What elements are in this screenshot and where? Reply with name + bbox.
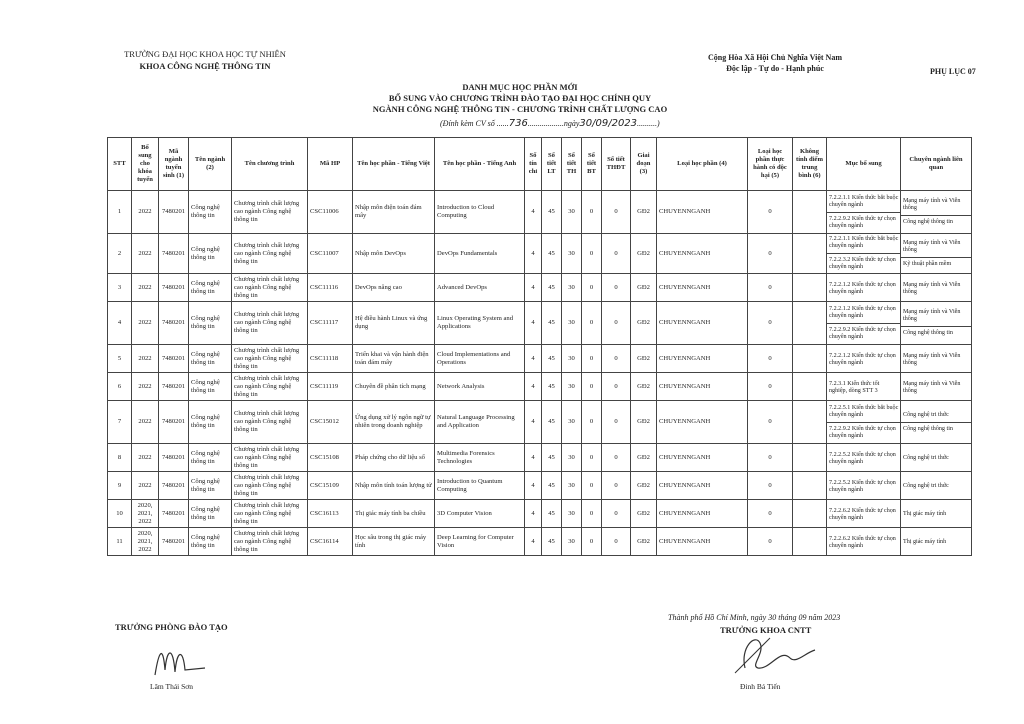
cell-chuyen-nganh bbox=[901, 500, 972, 528]
cell-ten-vn: Nhập môn tính toán lượng tử bbox=[353, 472, 435, 500]
cell-khong-tinh bbox=[793, 345, 827, 373]
column-header: Số tiết LT bbox=[542, 138, 562, 191]
cell-doc-hai: 0 bbox=[748, 191, 793, 234]
cell-muc bbox=[827, 500, 901, 528]
cell-lt: 45 bbox=[542, 528, 562, 556]
cell-stt: 2 bbox=[108, 234, 132, 274]
cell-stt: 10 bbox=[108, 500, 132, 528]
section-entry: 7.2.2.1.2 Kiến thức tự chọn chuyên ngành bbox=[829, 281, 896, 295]
cell-khoa: 2020, 2021, 2022 bbox=[132, 500, 159, 528]
cell-loai: CHUYENNGANH bbox=[657, 528, 748, 556]
table-row bbox=[108, 528, 972, 556]
cell-chuong-trinh: Chương trình chất lượng cao ngành Công nghệ thông tin bbox=[232, 345, 308, 373]
cell-doc-hai: 0 bbox=[748, 345, 793, 373]
cell-ten-en: Introduction to Quantum Computing bbox=[435, 472, 525, 500]
cell-chuyen-nganh bbox=[901, 274, 972, 302]
specialization-entry: Công nghệ thông tin bbox=[903, 330, 953, 336]
cell-ten-nganh: Công nghệ thông tin bbox=[189, 401, 232, 444]
cell-muc bbox=[827, 472, 901, 500]
cell-tc: 4 bbox=[525, 234, 542, 274]
cell-chuong-trinh: Chương trình chất lượng cao ngành Công nghệ thông tin bbox=[232, 444, 308, 472]
column-header: Loại học phần (4) bbox=[657, 138, 748, 191]
table-row bbox=[108, 401, 972, 444]
university-name: TRƯỜNG ĐẠI HỌC KHOA HỌC TỰ NHIÊN bbox=[124, 49, 286, 59]
section-entry: 7.2.2.9.2 Kiến thức tự chọn chuyên ngành bbox=[829, 215, 896, 229]
cell-ma-hp: CSC16114 bbox=[308, 528, 353, 556]
cell-ten-nganh: Công nghệ thông tin bbox=[189, 345, 232, 373]
table-row bbox=[108, 444, 972, 472]
column-header: Bổ sung cho khóa tuyển bbox=[132, 138, 159, 191]
specialization-entry: Công nghệ tri thức bbox=[903, 455, 949, 461]
cell-loai: CHUYENNGANH bbox=[657, 234, 748, 274]
cell-ma-hp: CSC15012 bbox=[308, 401, 353, 444]
left-signatory-title: TRƯỞNG PHÒNG ĐÀO TẠO bbox=[115, 622, 228, 632]
cell-tc: 4 bbox=[525, 401, 542, 444]
cell-chuong-trinh: Chương trình chất lượng cao ngành Công nghệ thông tin bbox=[232, 234, 308, 274]
column-header: Số tiết THĐT bbox=[602, 138, 631, 191]
column-header: Số tín chỉ bbox=[525, 138, 542, 191]
cell-chuyen-nganh bbox=[901, 345, 972, 373]
specialization-entry: Công nghệ thông tin bbox=[903, 219, 953, 225]
cell-muc bbox=[827, 444, 901, 472]
cell-bt: 0 bbox=[582, 472, 602, 500]
cell-ten-nganh: Công nghệ thông tin bbox=[189, 373, 232, 401]
specialization-entry: Mạng máy tính và Viễn thông bbox=[901, 197, 971, 216]
cell-bt: 0 bbox=[582, 234, 602, 274]
cell-khong-tinh bbox=[793, 191, 827, 234]
cell-tc: 4 bbox=[525, 345, 542, 373]
cell-ten-nganh: Công nghệ thông tin bbox=[189, 500, 232, 528]
cell-khong-tinh bbox=[793, 528, 827, 556]
cell-bt: 0 bbox=[582, 528, 602, 556]
cell-khong-tinh bbox=[793, 373, 827, 401]
cell-khong-tinh bbox=[793, 401, 827, 444]
cell-tc: 4 bbox=[525, 472, 542, 500]
cell-ten-nganh: Công nghệ thông tin bbox=[189, 274, 232, 302]
cell-ma-nganh: 7480201 bbox=[159, 472, 189, 500]
cell-giai-doan: GĐ2 bbox=[631, 500, 657, 528]
appendix-label: PHỤ LỤC 07 bbox=[930, 67, 976, 76]
cell-bt: 0 bbox=[582, 191, 602, 234]
cell-tc: 4 bbox=[525, 444, 542, 472]
cell-ten-vn: Học sâu trong thị giác máy tính bbox=[353, 528, 435, 556]
cell-th: 30 bbox=[562, 500, 582, 528]
cell-doc-hai: 0 bbox=[748, 401, 793, 444]
section-entry: 7.2.2.3.2 Kiến thức tự chọn chuyên ngành bbox=[829, 257, 896, 270]
national-header bbox=[660, 52, 890, 74]
cell-giai-doan: GĐ2 bbox=[631, 472, 657, 500]
cell-chuyen-nganh bbox=[901, 444, 972, 472]
left-signatory-name: Lâm Thái Sơn bbox=[150, 682, 193, 691]
cell-ma-nganh: 7480201 bbox=[159, 191, 189, 234]
section-entry: 7.2.2.5.1 Kiến thức bắt buộc chuyên ngành bbox=[827, 404, 900, 423]
column-header: Số tiết BT bbox=[582, 138, 602, 191]
cell-khoa: 2022 bbox=[132, 373, 159, 401]
cell-tc: 4 bbox=[525, 274, 542, 302]
cell-chuyen-nganh bbox=[901, 373, 972, 401]
table-header-row bbox=[108, 138, 972, 191]
cell-thdt: 0 bbox=[602, 401, 631, 444]
cell-stt: 4 bbox=[108, 302, 132, 345]
cell-giai-doan: GĐ2 bbox=[631, 274, 657, 302]
column-header: Không tính điểm trung bình (6) bbox=[793, 138, 827, 191]
cell-th: 30 bbox=[562, 274, 582, 302]
right-signatory-name: Đinh Bá Tiến bbox=[740, 682, 781, 691]
section-entry: 7.2.2.9.2 Kiến thức tự chọn chuyên ngành bbox=[829, 326, 896, 340]
specialization-entry: Công nghệ tri thức bbox=[901, 411, 971, 423]
cell-tc: 4 bbox=[525, 528, 542, 556]
specialization-entry: Mạng máy tính và Viễn thông bbox=[903, 281, 961, 295]
column-header: Chuyên ngành liên quan bbox=[901, 138, 972, 191]
cell-doc-hai: 0 bbox=[748, 274, 793, 302]
signature-left bbox=[145, 640, 225, 680]
cell-bt: 0 bbox=[582, 373, 602, 401]
section-entry: 7.2.3.1 Kiến thức tốt nghiệp, dòng STT 3 bbox=[829, 380, 880, 394]
cell-chuong-trinh: Chương trình chất lượng cao ngành Công nghệ thông tin bbox=[232, 302, 308, 345]
column-header: Loại học phần thực hành có độc hại (5) bbox=[748, 138, 793, 191]
cell-khoa: 2020, 2021, 2022 bbox=[132, 528, 159, 556]
faculty-name: KHOA CÔNG NGHỆ THÔNG TIN bbox=[139, 61, 271, 71]
table-row bbox=[108, 373, 972, 401]
cell-lt: 45 bbox=[542, 500, 562, 528]
cell-bt: 0 bbox=[582, 444, 602, 472]
cell-th: 30 bbox=[562, 528, 582, 556]
cell-ten-vn: Triển khai và vận hành điện toán đám mây bbox=[353, 345, 435, 373]
cell-thdt: 0 bbox=[602, 373, 631, 401]
cell-khong-tinh bbox=[793, 500, 827, 528]
table-row bbox=[108, 302, 972, 345]
section-entry: 7.2.2.1.1 Kiến thức bắt buộc chuyên ngành bbox=[827, 235, 900, 254]
cell-ten-vn: Thị giác máy tính ba chiều bbox=[353, 500, 435, 528]
national-motto: Độc lập - Tự do - Hạnh phúc bbox=[726, 64, 824, 73]
attach-date: 30/09/2023 bbox=[579, 118, 638, 129]
cell-tc: 4 bbox=[525, 191, 542, 234]
cell-stt: 9 bbox=[108, 472, 132, 500]
cell-stt: 11 bbox=[108, 528, 132, 556]
cell-lt: 45 bbox=[542, 444, 562, 472]
cell-stt: 1 bbox=[108, 191, 132, 234]
cell-thdt: 0 bbox=[602, 500, 631, 528]
cell-thdt: 0 bbox=[602, 302, 631, 345]
specialization-entry: Công nghệ tri thức bbox=[903, 483, 949, 489]
column-header: Tên ngành (2) bbox=[189, 138, 232, 191]
table-row bbox=[108, 345, 972, 373]
section-entry: 7.2.2.9.2 Kiến thức tự chọn chuyên ngành bbox=[829, 425, 896, 439]
cell-ma-nganh: 7480201 bbox=[159, 302, 189, 345]
attach-prefix: (Đính kèm CV số ...... bbox=[440, 119, 509, 128]
cell-th: 30 bbox=[562, 444, 582, 472]
cell-bt: 0 bbox=[582, 500, 602, 528]
cell-loai: CHUYENNGANH bbox=[657, 401, 748, 444]
cell-chuyen-nganh bbox=[901, 191, 972, 234]
cell-chuong-trinh: Chương trình chất lượng cao ngành Công nghệ thông tin bbox=[232, 401, 308, 444]
cell-ten-en: Network Analysis bbox=[435, 373, 525, 401]
cell-muc bbox=[827, 302, 901, 345]
right-signatory-title: TRƯỞNG KHOA CNTT bbox=[720, 625, 812, 635]
cell-muc bbox=[827, 274, 901, 302]
cell-thdt: 0 bbox=[602, 191, 631, 234]
cell-khong-tinh bbox=[793, 472, 827, 500]
cell-ten-vn: Ứng dụng xử lý ngôn ngữ tự nhiên trong doanh nghiệp bbox=[353, 401, 435, 444]
cell-chuong-trinh: Chương trình chất lượng cao ngành Công nghệ thông tin bbox=[232, 274, 308, 302]
cell-ten-nganh: Công nghệ thông tin bbox=[189, 191, 232, 234]
cell-chuyen-nganh bbox=[901, 302, 972, 345]
table-row bbox=[108, 191, 972, 234]
section-entry: 7.2.2.1.1 Kiến thức bắt buộc chuyên ngành bbox=[827, 194, 900, 213]
attach-mid: ..................ngày bbox=[527, 119, 580, 128]
cell-th: 30 bbox=[562, 345, 582, 373]
specialization-entry: Mạng máy tính và Viễn thông bbox=[903, 352, 961, 366]
place-date: Thành phố Hồ Chí Minh, ngày 30 tháng 09 năm 2023 bbox=[668, 613, 841, 622]
table-row bbox=[108, 500, 972, 528]
cell-th: 30 bbox=[562, 472, 582, 500]
cell-th: 30 bbox=[562, 191, 582, 234]
cell-chuyen-nganh bbox=[901, 401, 972, 444]
cell-thdt: 0 bbox=[602, 274, 631, 302]
cell-ten-en: Linux Operating System and Applications bbox=[435, 302, 525, 345]
cell-tc: 4 bbox=[525, 500, 542, 528]
cell-ten-en: Deep Learning for Computer Vision bbox=[435, 528, 525, 556]
cell-stt: 7 bbox=[108, 401, 132, 444]
cell-th: 30 bbox=[562, 401, 582, 444]
column-header: Tên học phần - Tiếng Anh bbox=[435, 138, 525, 191]
attachment-reference bbox=[440, 118, 660, 129]
cell-doc-hai: 0 bbox=[748, 373, 793, 401]
cell-khoa: 2022 bbox=[132, 345, 159, 373]
cell-giai-doan: GĐ2 bbox=[631, 528, 657, 556]
specialization-entry: Thị giác máy tính bbox=[903, 539, 947, 545]
column-header: Tên học phần - Tiếng Việt bbox=[353, 138, 435, 191]
cell-khong-tinh bbox=[793, 234, 827, 274]
cell-lt: 45 bbox=[542, 302, 562, 345]
cell-ma-hp: CSC15108 bbox=[308, 444, 353, 472]
cell-khoa: 2022 bbox=[132, 444, 159, 472]
specialization-entry: Kỹ thuật phần mềm bbox=[903, 260, 952, 267]
cell-stt: 3 bbox=[108, 274, 132, 302]
cell-muc bbox=[827, 345, 901, 373]
cell-tc: 4 bbox=[525, 373, 542, 401]
cell-khong-tinh bbox=[793, 274, 827, 302]
course-table bbox=[107, 137, 972, 556]
cell-stt: 8 bbox=[108, 444, 132, 472]
cell-lt: 45 bbox=[542, 401, 562, 444]
cell-bt: 0 bbox=[582, 302, 602, 345]
cell-bt: 0 bbox=[582, 274, 602, 302]
issuer-header bbox=[105, 48, 305, 72]
signature-right bbox=[730, 628, 830, 678]
section-entry: 7.2.2.6.2 Kiến thức tự chọn chuyên ngành bbox=[829, 507, 896, 521]
column-header: Tên chương trình bbox=[232, 138, 308, 191]
cell-giai-doan: GĐ2 bbox=[631, 234, 657, 274]
cell-ten-en: Cloud Implementations and Operations bbox=[435, 345, 525, 373]
table-row bbox=[108, 472, 972, 500]
column-header: Mã HP bbox=[308, 138, 353, 191]
cell-giai-doan: GĐ2 bbox=[631, 401, 657, 444]
cell-khoa: 2022 bbox=[132, 401, 159, 444]
title-line-1: DANH MỤC HỌC PHẦN MỚI bbox=[462, 82, 578, 92]
cell-giai-doan: GĐ2 bbox=[631, 373, 657, 401]
cell-lt: 45 bbox=[542, 234, 562, 274]
cell-ten-en: Natural Language Processing and Application bbox=[435, 401, 525, 444]
cell-chuyen-nganh bbox=[901, 528, 972, 556]
cell-th: 30 bbox=[562, 302, 582, 345]
cell-thdt: 0 bbox=[602, 234, 631, 274]
cell-ma-nganh: 7480201 bbox=[159, 234, 189, 274]
cell-lt: 45 bbox=[542, 274, 562, 302]
cell-ten-nganh: Công nghệ thông tin bbox=[189, 444, 232, 472]
cell-loai: CHUYENNGANH bbox=[657, 274, 748, 302]
column-header: STT bbox=[108, 138, 132, 191]
section-entry: 7.2.2.1.2 Kiến thức tự chọn chuyên ngành bbox=[829, 352, 896, 366]
attach-suffix: ..........) bbox=[637, 119, 660, 128]
cell-doc-hai: 0 bbox=[748, 500, 793, 528]
cell-chuong-trinh: Chương trình chất lượng cao ngành Công nghệ thông tin bbox=[232, 191, 308, 234]
cell-ma-hp: CSC11006 bbox=[308, 191, 353, 234]
cell-ma-nganh: 7480201 bbox=[159, 444, 189, 472]
cell-muc bbox=[827, 191, 901, 234]
cell-ten-nganh: Công nghệ thông tin bbox=[189, 472, 232, 500]
cell-chuong-trinh: Chương trình chất lượng cao ngành Công nghệ thông tin bbox=[232, 500, 308, 528]
document-title bbox=[340, 82, 700, 115]
cell-ma-hp: CSC15109 bbox=[308, 472, 353, 500]
cell-ma-nganh: 7480201 bbox=[159, 345, 189, 373]
cell-lt: 45 bbox=[542, 472, 562, 500]
cell-muc bbox=[827, 528, 901, 556]
cell-thdt: 0 bbox=[602, 345, 631, 373]
cell-ma-nganh: 7480201 bbox=[159, 528, 189, 556]
cell-khoa: 2022 bbox=[132, 472, 159, 500]
cell-ten-vn: Hệ điều hành Linux và ứng dụng bbox=[353, 302, 435, 345]
cell-giai-doan: GĐ2 bbox=[631, 191, 657, 234]
cell-loai: CHUYENNGANH bbox=[657, 345, 748, 373]
cell-muc bbox=[827, 234, 901, 274]
cell-muc bbox=[827, 373, 901, 401]
cell-ten-vn: Nhập môn điện toán đám mây bbox=[353, 191, 435, 234]
cell-khong-tinh bbox=[793, 444, 827, 472]
cell-ten-vn: Pháp chứng cho dữ liệu số bbox=[353, 444, 435, 472]
cell-ten-nganh: Công nghệ thông tin bbox=[189, 528, 232, 556]
specialization-entry: Mạng máy tính và Viễn thông bbox=[901, 308, 971, 327]
cell-doc-hai: 0 bbox=[748, 528, 793, 556]
cell-giai-doan: GĐ2 bbox=[631, 345, 657, 373]
cell-ma-nganh: 7480201 bbox=[159, 500, 189, 528]
cell-th: 30 bbox=[562, 373, 582, 401]
cell-chuyen-nganh bbox=[901, 472, 972, 500]
section-entry: 7.2.2.1.2 Kiến thức tự chọn chuyên ngành bbox=[827, 305, 900, 324]
cell-ten-en: 3D Computer Vision bbox=[435, 500, 525, 528]
cell-lt: 45 bbox=[542, 373, 562, 401]
specialization-entry: Mạng máy tính và Viễn thông bbox=[901, 239, 971, 258]
cell-doc-hai: 0 bbox=[748, 234, 793, 274]
cell-ten-en: Advanced DevOps bbox=[435, 274, 525, 302]
table-row bbox=[108, 234, 972, 274]
cell-lt: 45 bbox=[542, 191, 562, 234]
cell-thdt: 0 bbox=[602, 444, 631, 472]
cell-khoa: 2022 bbox=[132, 274, 159, 302]
cell-khoa: 2022 bbox=[132, 234, 159, 274]
cell-muc bbox=[827, 401, 901, 444]
cell-ten-en: Multimedia Forensics Technologies bbox=[435, 444, 525, 472]
cell-chuong-trinh: Chương trình chất lượng cao ngành Công nghệ thông tin bbox=[232, 528, 308, 556]
cell-loai: CHUYENNGANH bbox=[657, 191, 748, 234]
cell-thdt: 0 bbox=[602, 528, 631, 556]
cell-khoa: 2022 bbox=[132, 191, 159, 234]
cell-ma-hp: CSC11116 bbox=[308, 274, 353, 302]
cell-khong-tinh bbox=[793, 302, 827, 345]
section-entry: 7.2.2.6.2 Kiến thức tự chọn chuyên ngành bbox=[829, 535, 896, 549]
cell-chuyen-nganh bbox=[901, 234, 972, 274]
cell-bt: 0 bbox=[582, 345, 602, 373]
cell-ma-nganh: 7480201 bbox=[159, 373, 189, 401]
specialization-entry: Thị giác máy tính bbox=[903, 511, 947, 517]
cell-ten-nganh: Công nghệ thông tin bbox=[189, 302, 232, 345]
cell-loai: CHUYENNGANH bbox=[657, 500, 748, 528]
cell-doc-hai: 0 bbox=[748, 444, 793, 472]
column-header: Số tiết TH bbox=[562, 138, 582, 191]
column-header: Giai đoạn (3) bbox=[631, 138, 657, 191]
section-entry: 7.2.2.5.2 Kiến thức tự chọn chuyên ngành bbox=[829, 451, 896, 465]
column-header: Mục bổ sung bbox=[827, 138, 901, 191]
cell-ma-nganh: 7480201 bbox=[159, 274, 189, 302]
title-line-3: NGÀNH CÔNG NGHỆ THÔNG TIN - CHƯƠNG TRÌNH CHẤT LƯỢNG CAO bbox=[372, 104, 668, 114]
cell-lt: 45 bbox=[542, 345, 562, 373]
title-line-2: BỔ SUNG VÀO CHƯƠNG TRÌNH ĐÀO TẠO ĐẠI HỌC CHÍNH QUY bbox=[388, 93, 652, 103]
cell-stt: 6 bbox=[108, 373, 132, 401]
cell-ten-nganh: Công nghệ thông tin bbox=[189, 234, 232, 274]
cell-ten-en: DevOps Fundamentals bbox=[435, 234, 525, 274]
cell-ma-hp: CSC11117 bbox=[308, 302, 353, 345]
cell-tc: 4 bbox=[525, 302, 542, 345]
country-name: Cộng Hòa Xã Hội Chủ Nghĩa Việt Nam bbox=[707, 53, 842, 62]
cell-ma-hp: CSC11007 bbox=[308, 234, 353, 274]
cell-ten-en: Introduction to Cloud Computing bbox=[435, 191, 525, 234]
cell-loai: CHUYENNGANH bbox=[657, 373, 748, 401]
column-header: Mã ngành tuyển sinh (1) bbox=[159, 138, 189, 191]
cell-chuong-trinh: Chương trình chất lượng cao ngành Công nghệ thông tin bbox=[232, 373, 308, 401]
table-row bbox=[108, 274, 972, 302]
cell-stt: 5 bbox=[108, 345, 132, 373]
attach-number: 736 bbox=[508, 118, 528, 129]
cell-loai: CHUYENNGANH bbox=[657, 472, 748, 500]
cell-giai-doan: GĐ2 bbox=[631, 444, 657, 472]
cell-ma-nganh: 7480201 bbox=[159, 401, 189, 444]
cell-ma-hp: CSC11119 bbox=[308, 373, 353, 401]
cell-ten-vn: Chuyên đề phân tích mạng bbox=[353, 373, 435, 401]
section-entry: 7.2.2.5.2 Kiến thức tự chọn chuyên ngành bbox=[829, 479, 896, 493]
cell-loai: CHUYENNGANH bbox=[657, 302, 748, 345]
cell-doc-hai: 0 bbox=[748, 472, 793, 500]
specialization-entry: Mạng máy tính và Viễn thông bbox=[903, 380, 961, 394]
cell-loai: CHUYENNGANH bbox=[657, 444, 748, 472]
cell-th: 30 bbox=[562, 234, 582, 274]
table-body bbox=[108, 191, 972, 556]
cell-khoa: 2022 bbox=[132, 302, 159, 345]
cell-ten-vn: DevOps nâng cao bbox=[353, 274, 435, 302]
specialization-entry: Công nghệ thông tin bbox=[903, 425, 953, 432]
cell-giai-doan: GĐ2 bbox=[631, 302, 657, 345]
cell-chuong-trinh: Chương trình chất lượng cao ngành Công nghệ thông tin bbox=[232, 472, 308, 500]
cell-doc-hai: 0 bbox=[748, 302, 793, 345]
cell-bt: 0 bbox=[582, 401, 602, 444]
cell-ma-hp: CSC11118 bbox=[308, 345, 353, 373]
cell-thdt: 0 bbox=[602, 472, 631, 500]
cell-ma-hp: CSC16113 bbox=[308, 500, 353, 528]
cell-ten-vn: Nhập môn DevOps bbox=[353, 234, 435, 274]
